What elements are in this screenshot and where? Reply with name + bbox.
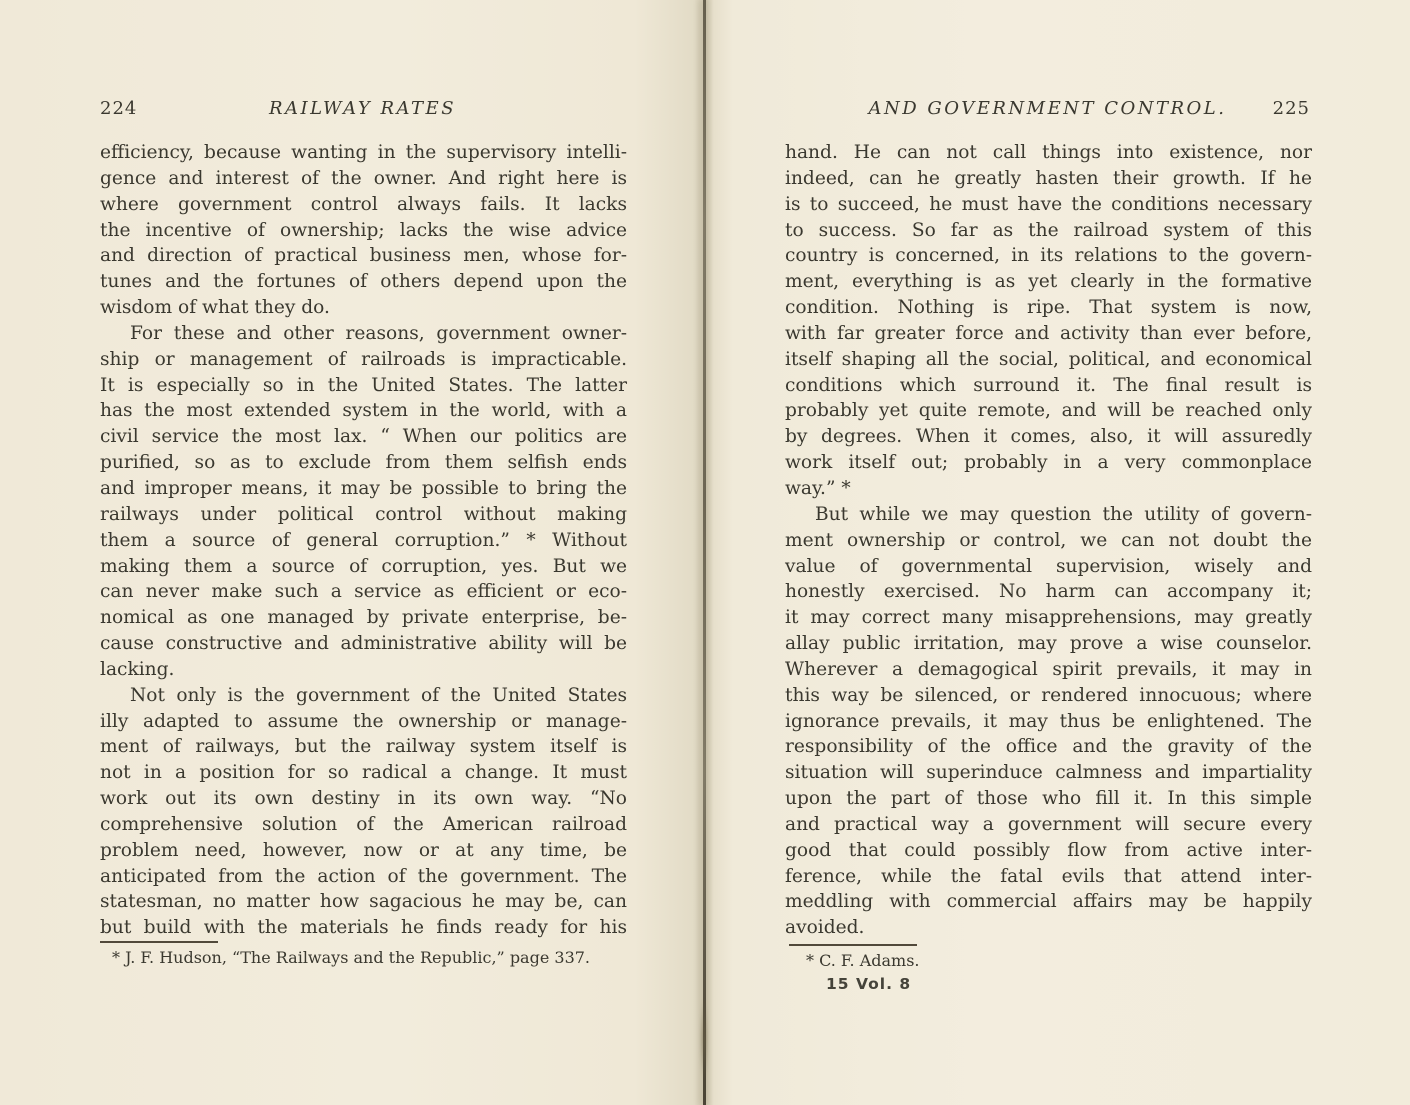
right-footnote-rule [789, 944, 917, 946]
text-line: ship or management of railroads is impracticable. [100, 348, 627, 370]
text-line: with far greater force and activity than ever before, [785, 322, 1312, 344]
text-line: upon the part of those who fill it. In this simple [785, 788, 1312, 810]
text-line: to success. So far as the railroad system of this [785, 219, 1312, 241]
text-line: But while we may question the utility of govern- [815, 503, 1312, 525]
text-line: work itself out; probably in a very commonplace [785, 452, 1312, 474]
text-line: efficiency, because wanting in the supervisory intelli- [100, 142, 627, 163]
right-page-number: 225 [1272, 98, 1310, 119]
text-line: but build with the materials he finds ready for his [100, 917, 627, 939]
text-line: by degrees. When it comes, also, it will assuredly [785, 426, 1312, 448]
text-line: It is especially so in the United States. The latter [100, 374, 627, 396]
text-line: ment of railways, but the railway system itself is [100, 736, 627, 758]
right-page-body [785, 140, 1312, 941]
text-line: illy adapted to assume the ownership or manage- [100, 710, 627, 732]
text-line: this way be silenced, or rendered innocuous; where [785, 684, 1312, 706]
text-line: and direction of practical business men, whose for- [100, 245, 627, 267]
text-line: gence and interest of the owner. And right here is [100, 167, 627, 189]
text-line: wisdom of what they do. [100, 297, 330, 319]
text-line: country is concerned, in its relations to the govern- [785, 245, 1312, 267]
text-line: ment ownership or control, we can not doubt the [785, 529, 1312, 551]
right-footnote: * C. F. Adams. [806, 951, 920, 970]
text-line: probably yet quite remote, and will be reached only [785, 400, 1312, 422]
text-line: avoided. [785, 917, 865, 939]
text-line: value of governmental supervision, wisely and [785, 555, 1312, 577]
text-line: civil service the most lax. “ When our politics are [100, 426, 627, 448]
text-line: comprehensive solution of the American railroad [100, 813, 627, 835]
text-line: Not only is the government of the United States [130, 684, 627, 706]
text-line: conditions which surround it. The final result is [785, 374, 1312, 396]
text-line: is to succeed, he must have the conditions necessary [785, 193, 1312, 215]
left-footnote-rule [100, 941, 218, 943]
text-line: Wherever a demagogical spirit prevails, it may in [785, 658, 1312, 680]
text-line: hand. He can not call things into existence, nor [785, 142, 1312, 163]
right-footnote-signature: 15 Vol. 8 [826, 975, 912, 993]
text-line: condition. Nothing is ripe. That system is now, [785, 297, 1312, 319]
text-line: honestly exercised. No harm can accompany it; [785, 581, 1312, 603]
text-line: ment, everything is as yet clearly in the formative [785, 271, 1312, 293]
text-line: itself shaping all the social, political, and economical [785, 348, 1312, 370]
left-page-number: 224 [100, 98, 138, 119]
text-line: way.” * [785, 477, 851, 499]
text-line: responsibility of the office and the gravity of the [785, 736, 1312, 758]
text-line: can never make such a service as efficient or eco- [100, 581, 627, 603]
text-line: cause constructive and administrative ability will be [100, 633, 627, 655]
text-line: the incentive of ownership; lacks the wise advice [100, 219, 627, 241]
text-line: it may correct many misapprehensions, may greatly [785, 607, 1312, 629]
text-line: nomical as one managed by private enterprise, be- [100, 607, 627, 629]
text-line: statesman, no matter how sagacious he may be, can [100, 891, 627, 913]
text-line: and practical way a government will secure every [785, 813, 1312, 835]
text-line: tunes and the fortunes of others depend upon the [100, 271, 627, 293]
binding-stitch [699, 995, 709, 1105]
text-line: anticipated from the action of the government. The [100, 865, 627, 887]
left-page-body [100, 140, 627, 941]
text-line: where government control always fails. It lacks [100, 193, 627, 215]
text-line: not in a position for so radical a change. It must [100, 762, 627, 784]
text-line: has the most extended system in the world, with a [100, 400, 627, 422]
text-line: railways under political control without making [100, 503, 627, 525]
text-line: and improper means, it may be possible to bring the [100, 477, 627, 499]
text-line: good that could possibly flow from active inter- [785, 839, 1312, 861]
text-line: purified, so as to exclude from them selfish ends [100, 452, 627, 474]
text-line: ignorance prevails, it may thus be enlightened. The [785, 710, 1312, 732]
text-line: them a source of general corruption.” * Without [100, 529, 627, 551]
text-line: lacking. [100, 658, 175, 680]
text-line: situation will superinduce calmness and impartiality [785, 762, 1312, 784]
text-line: problem need, however, now or at any time, be [100, 839, 627, 861]
text-line: meddling with commercial affairs may be happily [785, 891, 1312, 913]
right-running-header: AND GOVERNMENT CONTROL. [868, 98, 1227, 119]
left-footnote: * J. F. Hudson, “The Railways and the Republic,” page 337. [112, 948, 591, 967]
text-line: For these and other reasons, government owner- [130, 322, 627, 344]
text-line: ference, while the fatal evils that attend inter- [785, 865, 1312, 887]
left-running-header: RAILWAY RATES [268, 98, 457, 119]
binding-seam [703, 0, 706, 1105]
text-line: work out its own destiny in its own way. “No [100, 788, 627, 810]
text-line: indeed, can he greatly hasten their growth. If he [785, 167, 1312, 189]
text-line: allay public irritation, may prove a wise counselor. [785, 633, 1312, 655]
text-line: making them a source of corruption, yes. But we [100, 555, 627, 577]
